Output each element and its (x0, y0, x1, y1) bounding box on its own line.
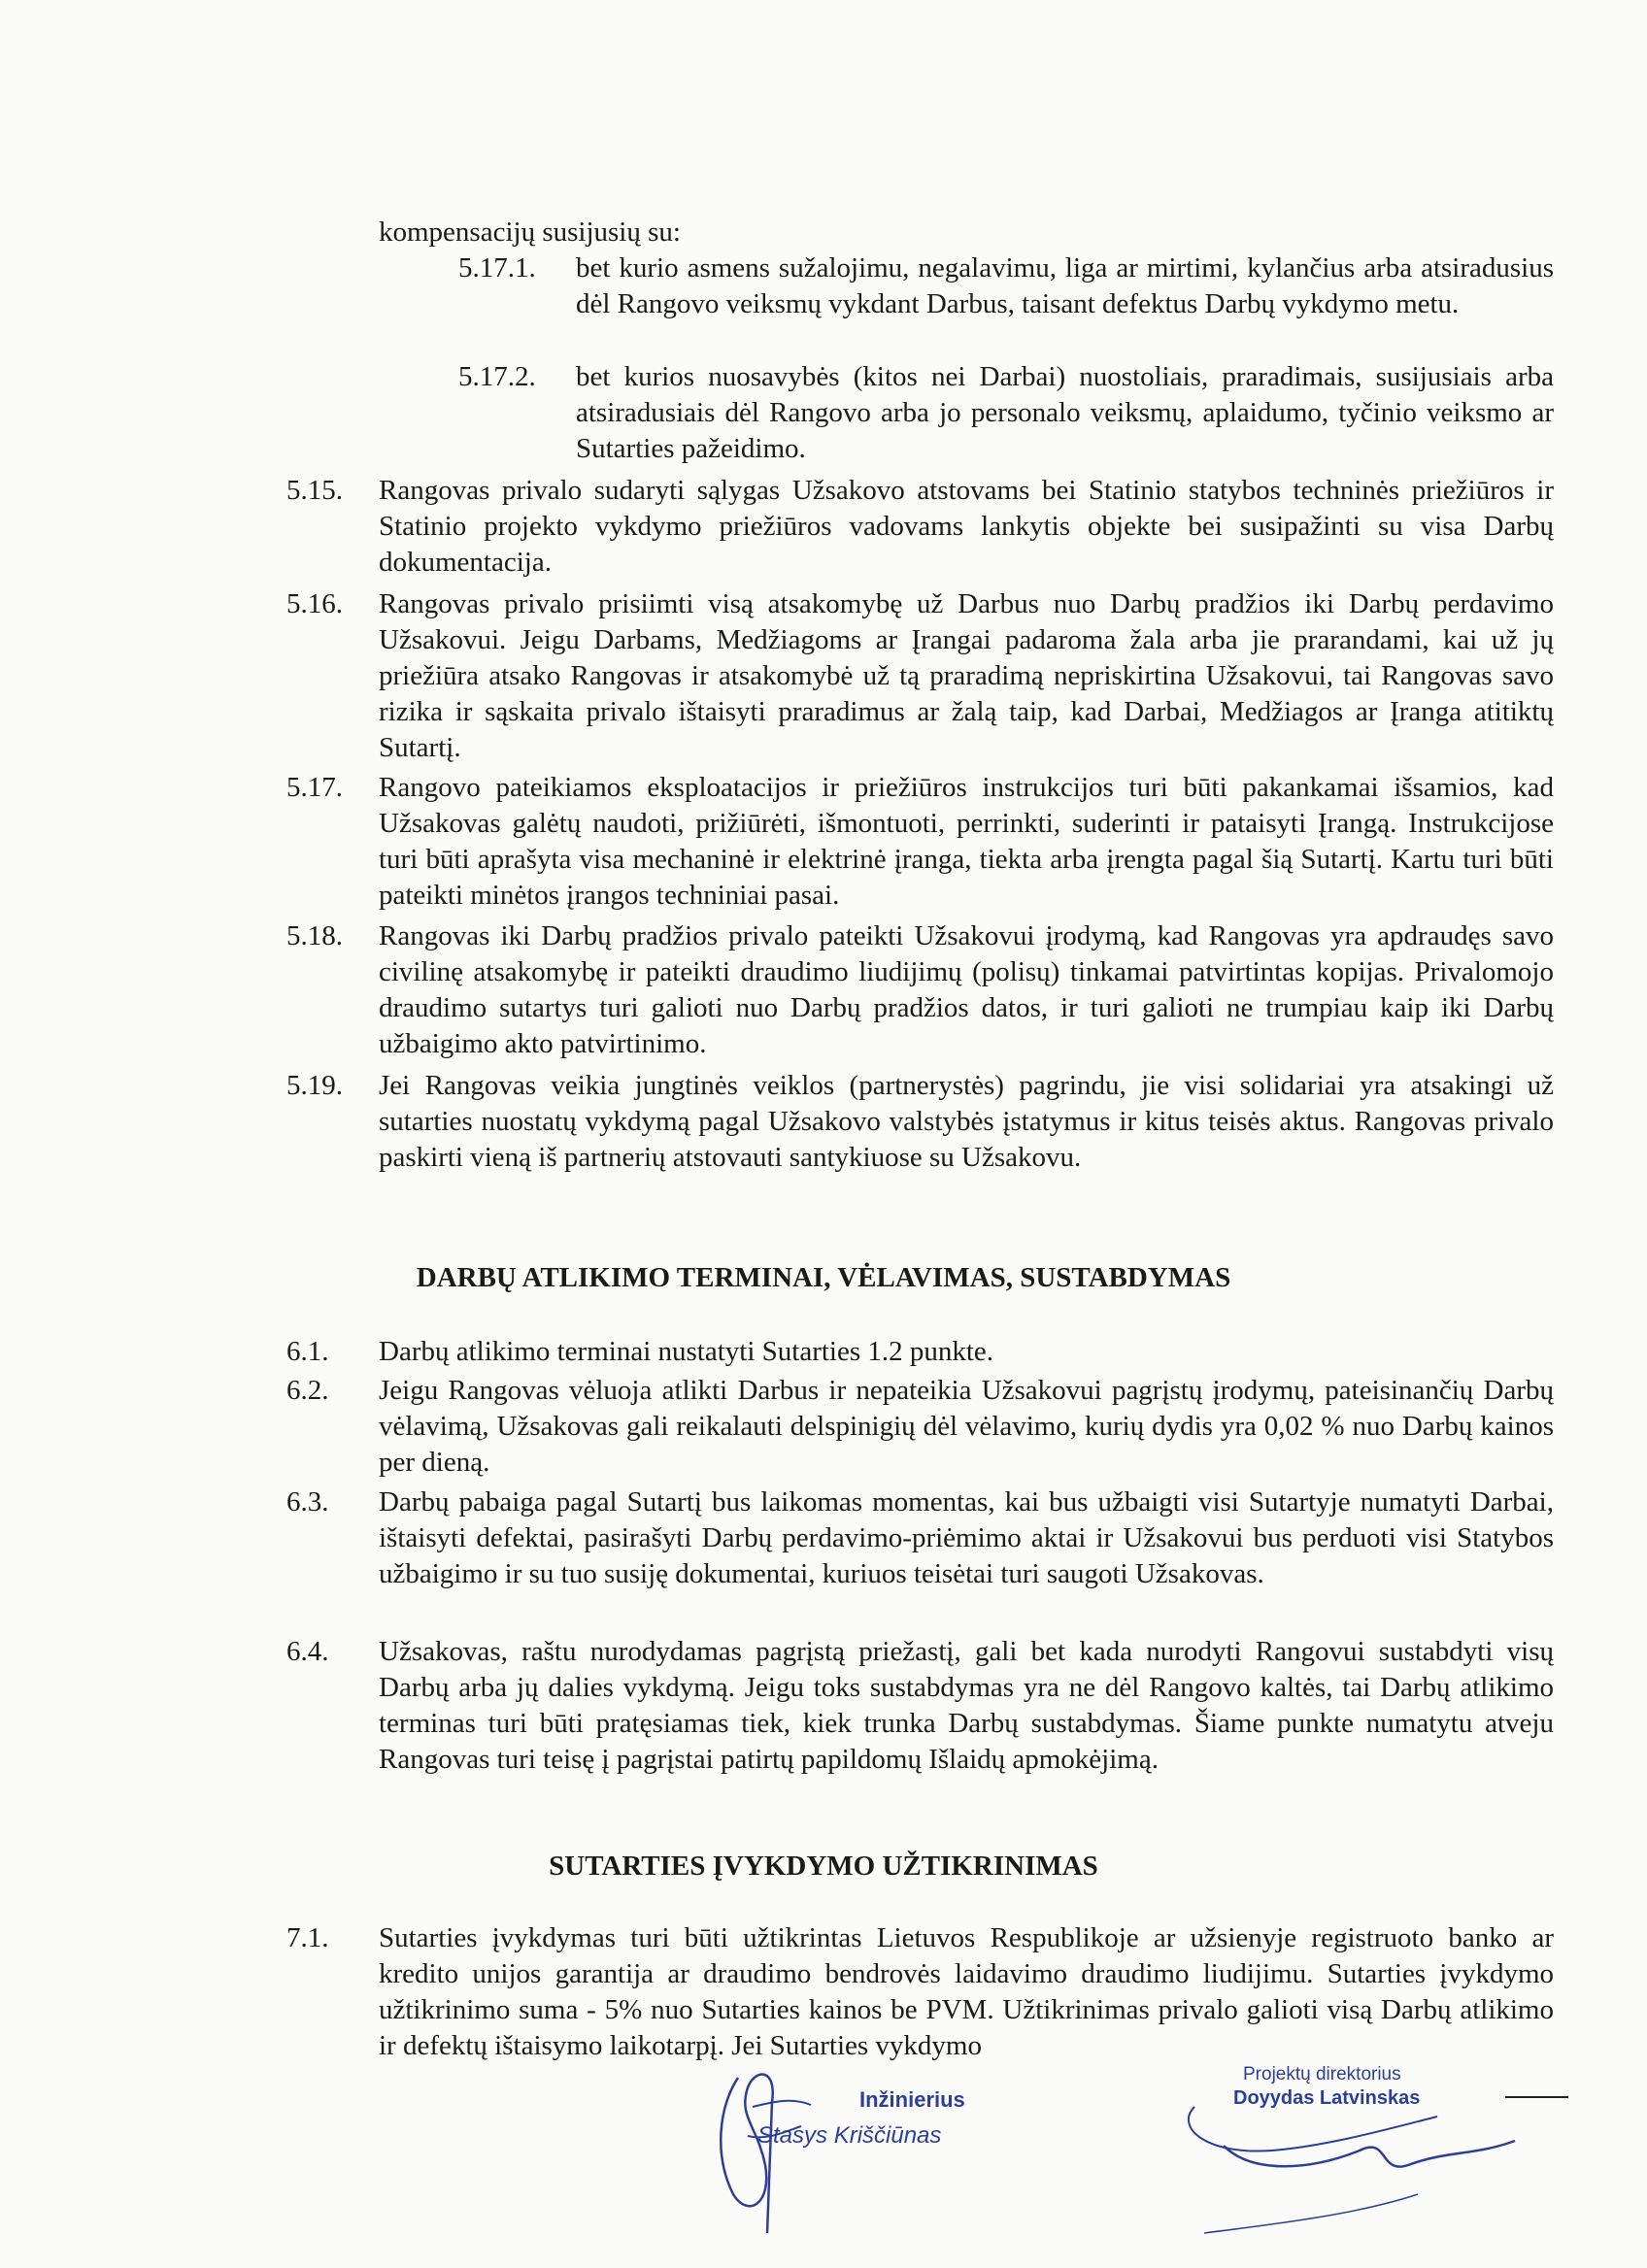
subitem-text: bet kurio asmens sužalojimu, negalavimu, liga ar mirtimi, kylančius arba atsiradusius dėl Rangovo veiksmų vykdant Darbus, taisant defektus Darbų vykdymo metu. (576, 252, 1554, 319)
section-heading: SUTARTIES ĮVYKDYMO UŽTIKRINIMAS (549, 1851, 1098, 1882)
clause-number: 6.4. (286, 1636, 329, 1667)
intro-text: kompensacijų susijusių su: (379, 217, 681, 248)
clause-number: 6.2. (286, 1375, 329, 1406)
subitem-number: 5.17.2. (458, 361, 536, 392)
signature-title: Projektų direktorius (1243, 2064, 1401, 2085)
clause-text: Jei Rangovas veikia jungtinės veiklos (partnerystės) pagrindu, jie visi solidariai yra atsakingi už sutarties nuostatų vykdymą pagal Užsakovo valstybės įstatymus ir kitus teisės aktus. Rangovas privalo paskirti vieną iš partnerių atstovauti santykiuose su Užsakovu. (379, 1070, 1554, 1173)
clause-text: Sutarties įvykdymas turi būti užtikrintas Lietuvos Respublikoje ar užsienyje registruoto banko ar kredito unijos garantija ar draudimo bendrovės laidavimo draudimo liudijimu. Sutarties įvykdymo užtikrinimo suma - 5% nuo Sutarties kainos be PVM. Užtikrinimas privalo galioti visą Darbų atlikimo ir defektų ištaisymo laikotarpį. Jei Sutarties vykdymo (379, 1922, 1554, 2061)
clause-number: 7.1. (286, 1922, 329, 1953)
clause-number: 5.18. (286, 920, 343, 951)
signature-name: Stasys Kriščiūnas (757, 2122, 942, 2149)
subitem-number: 5.17.1. (458, 252, 536, 284)
clause-number: 5.17. (286, 772, 343, 803)
clause-number: 6.1. (286, 1336, 329, 1367)
clause-text: Rangovo pateikiamos eksploatacijos ir priežiūros instrukcijos turi būti pakankamai išsamios, kad Užsakovas galėtų naudoti, prižiūrėti, išmontuoti, perrinkti, suderinti ir pataisyti Įrangą. Instrukcijose turi būti aprašyta visa mechaninė ir elektrinė įranga, tiekta arba įrengta pagal šią Sutartį. Kartu turi būti pateikti minėtos įrangos techniniai pasai. (379, 772, 1554, 911)
signature-name: Doyydas Latvinskas (1233, 2087, 1421, 2109)
clause-text: Darbų atlikimo terminai nustatyti Sutarties 1.2 punkte. (379, 1336, 994, 1367)
director-signature (1165, 2058, 1573, 2243)
clause-number: 5.16. (286, 588, 343, 619)
clause-number: 5.15. (286, 475, 343, 506)
clause-text: Jeigu Rangovas vėluoja atlikti Darbus ir nepateikia Užsakovui pagrįstų įrodymų, pateisinančių Darbų vėlavimą, Užsakovas gali reikalauti delspinigių dėl vėlavimo, kurių dydis yra 0,02 % nuo Darbų kainos per dieną. (379, 1375, 1554, 1478)
clause-text: Užsakovas, raštu nurodydamas pagrįstą priežastį, gali bet kada nurodyti Rangovui sustabdyti visų Darbų arba jų dalies vykdymą. Jeigu toks sustabdymas yra ne dėl Rangovo kaltės, tai Darbų atlikimo terminas turi būti pratęsiamas tiek, kiek trunka Darbų sustabdymas. Šiame punkte numatytu atveju Rangovas turi teisę į pagrįstai patirtų papildomų Išlaidų apmokėjimą. (379, 1636, 1554, 1775)
clause-text: Darbų pabaiga pagal Sutartį bus laikomas momentas, kai bus užbaigti visi Sutartyje numatyti Darbai, ištaisyti defektai, pasirašyti Darbų perdavimo-priėmimo aktai ir Užsakovui bus perduoti visi Statybos užbaigimo ir su tuo susiję dokumentai, kuriuos teisėtai turi saugoti Užsakovas. (379, 1486, 1554, 1589)
clause-number: 5.19. (286, 1070, 343, 1101)
clause-text: Rangovas privalo prisiimti visą atsakomybę už Darbus nuo Darbų pradžios iki Darbų perdavimo Užsakovui. Jeigu Darbams, Medžiagoms ar Įrangai padaroma žala arba jie prarandami, kai už jų priežiūra atsako Rangovas ir atsakomybė už tą praradimą nepriskirtina Užsakovui, tai Rangovas savo rizika ir sąskaita privalo ištaisyti praradimus ar žalą taip, kad Darbai, Medžiagos ar Įranga atitiktų Sutartį. (379, 588, 1554, 763)
section-heading: DARBŲ ATLIKIMO TERMINAI, VĖLAVIMAS, SUSTABDYMAS (416, 1262, 1231, 1293)
subitem-text: bet kurios nuosavybės (kitos nei Darbai) nuostoliais, praradimais, susijusiais arba atsiradusiais dėl Rangovo arba jo personalo veiksmų, aplaidumo, tyčinio veiksmo ar Sutarties pažeidimo. (576, 361, 1554, 464)
clause-text: Rangovas privalo sudaryti sąlygas Užsakovo atstovams bei Statinio statybos techninės priežiūros ir Statinio projekto vykdymo priežiūros vadovams lankytis objekte bei susipažinti su visa Darbų dokumentacija. (379, 475, 1554, 578)
signature-title: Inžinierius (859, 2087, 965, 2112)
clause-number: 6.3. (286, 1486, 329, 1518)
signature-scribble-icon (1165, 2058, 1573, 2243)
clause-text: Rangovas iki Darbų pradžios privalo pateikti Užsakovui įrodymą, kad Rangovas yra apdraudęs savo civilinę atsakomybę ir pateikti draudimo liudijimų (polisų) tinkamai patvirtintas kopijas. Privalomojo draudimo sutartys turi galioti nuo Darbų pradžios datos, ir turi galioti ne trumpiau kaip iki Darbų užbaigimo akto patvirtinimo. (379, 920, 1554, 1059)
engineer-signature (680, 2049, 971, 2243)
